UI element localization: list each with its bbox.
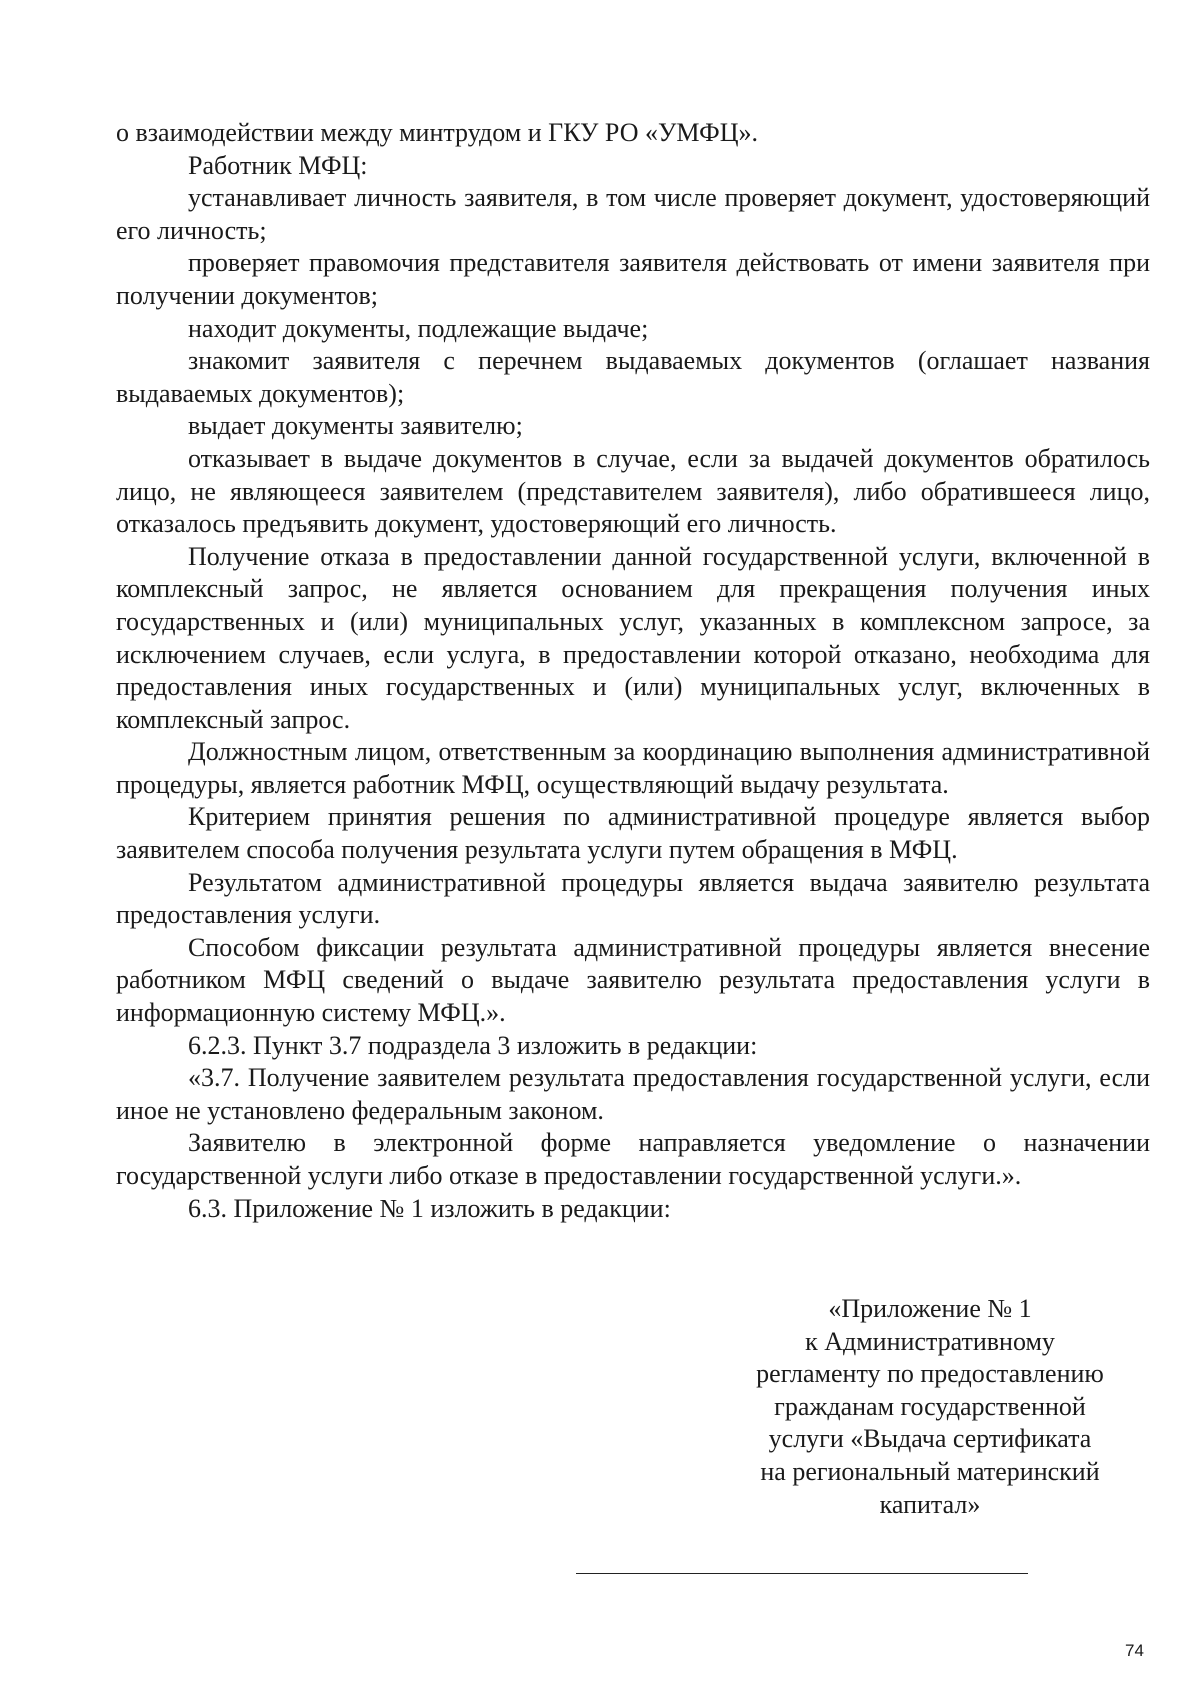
paragraph: находит документы, подлежащие выдаче; [188,313,649,343]
appendix-line: регламенту по предоставлению [756,1359,1104,1389]
appendix-line: к Административному [805,1326,1055,1356]
appendix-line: «Приложение № 1 [828,1294,1032,1323]
paragraph: Работник МФЦ: [188,150,368,180]
paragraph: выдает документы заявителю; [188,411,523,441]
paragraph: Заявителю в электронной форме направляется уведомление о назначении государственной услуги либо отказе в предоставлении государственной услуги.». [116,1128,1150,1190]
page-number: 74 [1125,1641,1144,1660]
appendix-heading [740,1293,1120,1521]
paragraph: проверяет правомочия представителя заявителя действовать от имени заявителя при получении документов; [116,248,1150,310]
paragraph: 6.2.3. Пункт 3.7 подраздела 3 изложить в редакции: [188,1030,758,1060]
paragraph: «3.7. Получение заявителем результата предоставления государственной услуги, если иное не установлено федеральным законом. [116,1063,1150,1125]
appendix-line: гражданам государственной [774,1391,1086,1421]
paragraph: отказывает в выдаче документов в случае, если за выдачей документов обратилось лицо, не являющееся заявителем (представителем заявителя), либо обратившееся лицо, отказалось предъявить документ, удостоверяющий его личность. [116,443,1150,539]
appendix-line: на региональный материнский [760,1456,1100,1486]
document-body [116,117,1150,1225]
paragraph: знакомит заявителя с перечнем выдаваемых документов (оглашает названия выдаваемых документов); [116,346,1150,408]
paragraph: Должностным лицом, ответственным за координацию выполнения административной процедуры, является работник МФЦ, осуществляющий выдачу результата. [116,737,1150,799]
appendix-line: капитал» [879,1489,981,1519]
paragraph: Критерием принятия решения по административной процедуре является выбор заявителем способа получения результата услуги путем обращения в МФЦ. [116,802,1150,865]
paragraph: 6.3. Приложение № 1 изложить в редакции: [188,1193,671,1223]
paragraph: о взаимодействии между минтрудом и ГКУ РО «УМФЦ». [116,118,758,147]
paragraph: Способом фиксации результата административной процедуры является внесение работником МФЦ сведений о выдаче заявителю результата предоставления услуги в информационную систему МФЦ.». [116,932,1150,1028]
paragraph: устанавливает личность заявителя, в том числе проверяет документ, удостоверяющий его личность; [116,183,1150,245]
paragraph: Получение отказа в предоставлении данной государственной услуги, включенной в комплексный запрос, не является основанием для прекращения получения иных государственных и (или) муниципальных услуг, указанных в комплексном запросе, за исключением случаев, если услуга, в предоставлении которой отказано, необходима для предоставления иных государственных и (или) муниципальных услуг, включенных в комплексный запрос. [116,541,1150,734]
separator-line [576,1573,1028,1574]
appendix-line: услуги «Выдача сертификата [768,1424,1092,1454]
paragraph: Результатом административной процедуры является выдача заявителю результата предоставления услуги. [116,867,1150,930]
